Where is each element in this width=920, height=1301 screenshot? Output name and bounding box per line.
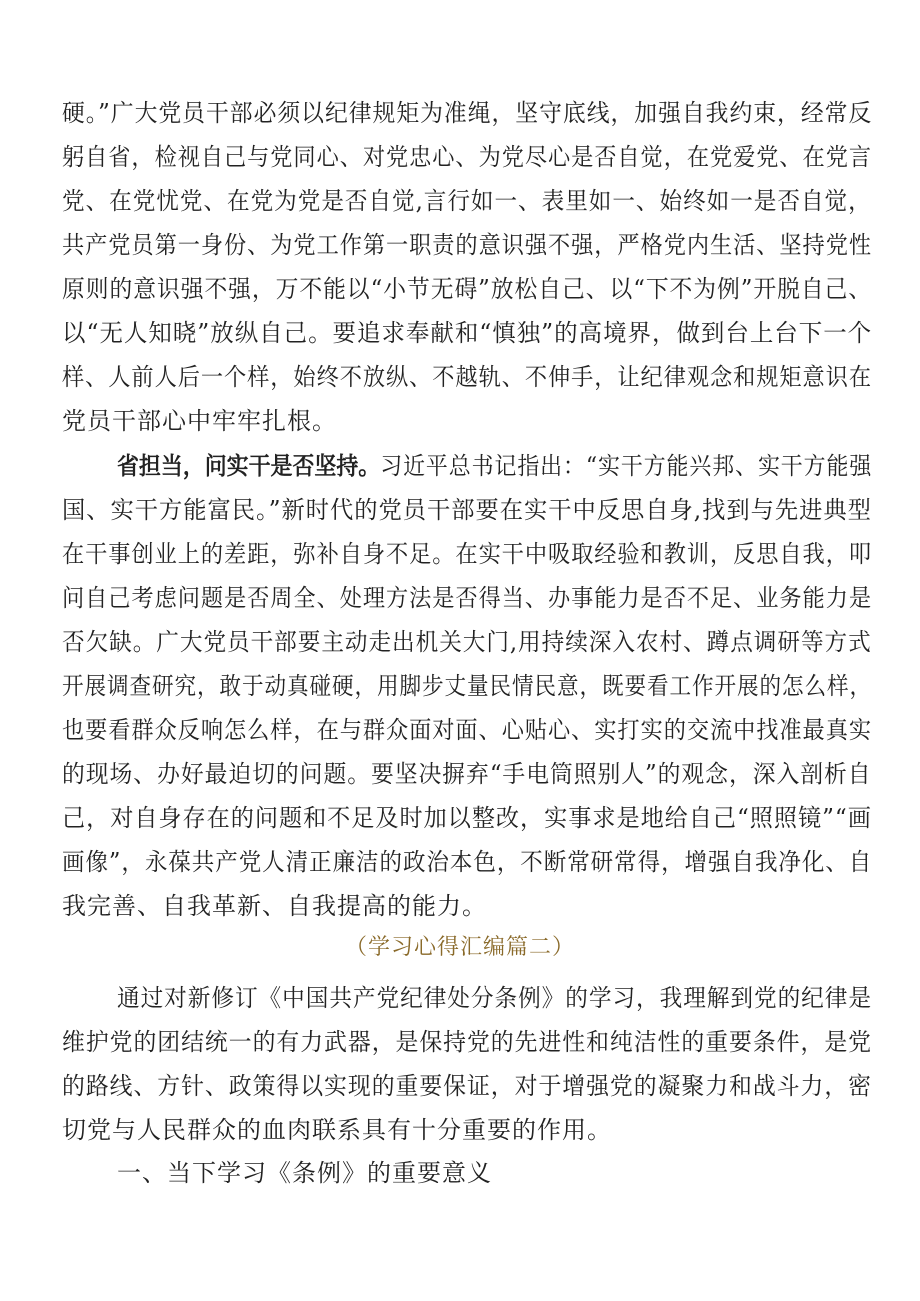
text-line: 共产党员第一身份、为党工作第一职责的意识强不强，严格党内生活、坚持党性: [62, 231, 872, 259]
text-line: 的路线、方针、政策得以实现的重要保证，对于增强党的凝聚力和战斗力，密: [62, 1072, 872, 1100]
text-line: 党、在党忧党、在党为党是否自觉,言行如一、表里如一、始终如一是否自觉，: [62, 187, 872, 215]
text-line-first: 通过对新修订《中国共产党纪律处分条例》的学习，我理解到党的纪律是: [117, 984, 872, 1012]
text-line: 国、实干方能富民。”新时代的党员干部要在实干中反思自身,找到与先进典型: [62, 496, 872, 524]
text-line: 的现场、办好最迫切的问题。要坚决摒弃“手电筒照别人”的观念，深入剖析自: [62, 760, 872, 788]
text-line: 以“无人知晓”放纵自己。要追求奉献和“慎独”的高境界，做到台上台下一个: [62, 319, 873, 347]
text-line: 画像”，永葆共产党人清正廉洁的政治本色，不断常研常得，增强自我净化、自: [62, 848, 873, 876]
text-line: 开展调查研究，敢于动真碰硬，用脚步丈量民情民意，既要看工作开展的怎么样，: [62, 672, 872, 700]
paragraph-lead-title: 省担当，问实干是否坚持。: [117, 452, 381, 480]
text-line: 己，对自身存在的问题和不足及时加以整改，实事求是地给自己“照照镜”“画: [62, 804, 872, 832]
text-line: 维护党的团结统一的有力武器，是保持党的先进性和纯洁性的重要条件，是党: [62, 1028, 872, 1056]
paragraph-lead-text: 习近平总书记指出：“实干方能兴邦、实干方能强: [380, 452, 873, 480]
text-line: 也要看群众反响怎么样，在与群众面对面、心贴心、实打实的交流中找准最真实: [62, 716, 872, 744]
text-line: 躬自省，检视自己与党同心、对党忠心、为党尽心是否自觉，在党爱党、在党言: [62, 143, 872, 171]
section-heading: （学习心得汇编篇二）: [344, 935, 575, 960]
text-line: 我完善、自我革新、自我提高的能力。: [62, 892, 487, 920]
text-line: 原则的意识强不强，万不能以“小节无碍”放松自己、以“下不为例”开脱自己、: [62, 275, 873, 303]
subheading: 一、当下学习《条例》的重要意义: [117, 1159, 492, 1187]
text-line: 硬。”广大党员干部必须以纪律规矩为准绳，坚守底线，加强自我约束，经常反: [62, 99, 873, 127]
text-line: 在干事创业上的差距，弥补自身不足。在实干中吸取经验和教训，反思自我，叩: [62, 540, 872, 568]
text-line-first: [117, 444, 872, 488]
text-line: 切党与人民群众的血肉联系具有十分重要的作用。: [62, 1116, 612, 1144]
text-line: 问自己考虑问题是否周全、处理方法是否得当、办事能力是否不足、业务能力是: [62, 584, 872, 612]
text-line: 否欠缺。广大党员干部要主动走出机关大门,用持续深入农村、蹲点调研等方式: [62, 628, 872, 656]
text-line: 党员干部心中牢牢扎根。: [62, 407, 337, 435]
text-line: 样、人前人后一个样，始终不放纵、不越轨、不伸手，让纪律观念和规矩意识在: [62, 363, 872, 391]
